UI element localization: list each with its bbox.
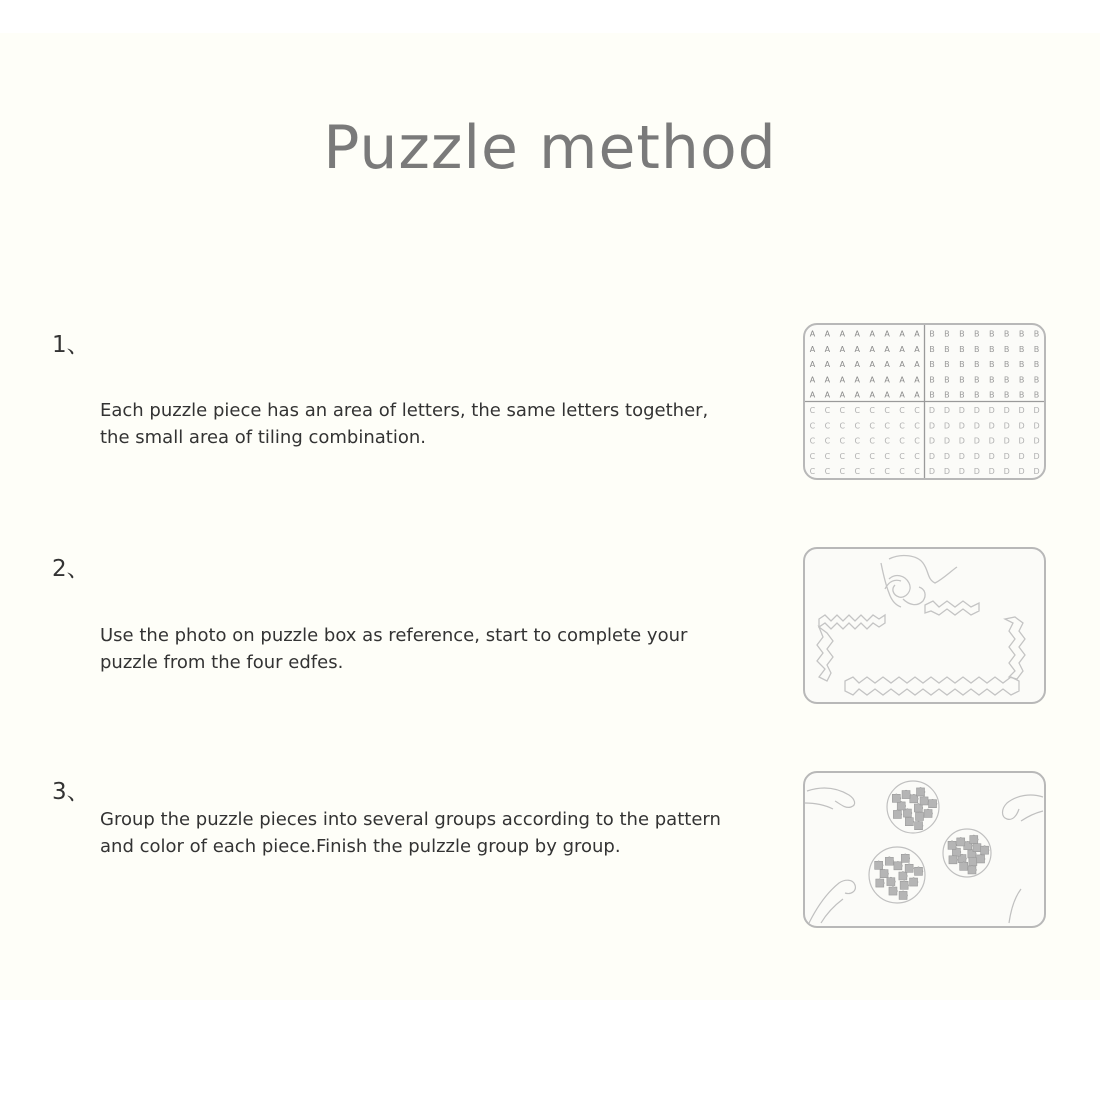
grid-letter: B	[1003, 375, 1010, 385]
grid-letter: B	[1033, 344, 1040, 354]
puzzle-piece	[948, 841, 956, 849]
grid-letter: C	[854, 451, 861, 461]
grid-letter: A	[884, 390, 890, 400]
grid-letter: B	[988, 375, 995, 385]
grid-letter: C	[884, 436, 890, 446]
grid-letter: C	[809, 405, 816, 415]
letter-grid-illustration	[803, 323, 1046, 480]
grid-letter: B	[959, 390, 965, 400]
grid-letter: C	[914, 436, 920, 446]
grid-letter: B	[1003, 360, 1010, 370]
puzzle-piece	[969, 857, 977, 865]
grid-letter: D	[943, 467, 950, 477]
grid-letter: A	[884, 360, 890, 370]
grid-letter: C	[824, 467, 831, 477]
letter-grid-drawing	[805, 325, 1044, 478]
grid-letter: B	[974, 360, 980, 370]
grid-letter: A	[809, 390, 816, 400]
grid-letter: C	[899, 467, 905, 477]
grid-letter: A	[869, 344, 875, 354]
puzzle-piece	[917, 788, 925, 796]
grid-letter: D	[943, 405, 950, 415]
grid-letter: A	[809, 375, 816, 385]
grid-letter: C	[914, 421, 920, 431]
grid-letter: C	[839, 405, 846, 415]
grid-letter: A	[839, 375, 846, 385]
grid-letter: A	[899, 390, 905, 400]
grid-letter: A	[869, 360, 875, 370]
grid-letter: A	[839, 390, 846, 400]
grid-letter: C	[899, 405, 905, 415]
step-1-text: Each puzzle piece has an area of letters, the same letters together, the small area of tiling combination.	[100, 400, 709, 448]
grid-letter: B	[1003, 329, 1010, 339]
grid-letter: B	[974, 390, 980, 400]
grid-letter: D	[928, 405, 936, 415]
grid-letter: C	[824, 436, 831, 446]
grid-letter: B	[929, 329, 935, 339]
puzzle-border-drawing	[805, 549, 1044, 702]
grid-letter: A	[824, 329, 831, 339]
grid-letter: C	[809, 436, 816, 446]
grid-letter: A	[839, 344, 846, 354]
grid-letter: B	[974, 329, 980, 339]
puzzle-piece	[970, 835, 978, 843]
puzzle-piece	[885, 857, 893, 865]
puzzle-piece	[887, 877, 895, 885]
grid-letter: D	[1018, 436, 1025, 446]
puzzle-piece	[973, 843, 981, 851]
grid-letter: A	[824, 375, 831, 385]
grid-letter: B	[944, 375, 950, 385]
grid-letter: C	[809, 451, 816, 461]
grid-letter: A	[809, 360, 816, 370]
puzzle-piece	[920, 797, 928, 805]
grid-letter: A	[854, 390, 861, 400]
grid-letter: B	[1033, 390, 1040, 400]
grid-letter: C	[854, 421, 861, 431]
grid-letter: D	[1018, 421, 1025, 431]
puzzle-border-illustration	[803, 547, 1046, 704]
grid-letter: B	[974, 375, 980, 385]
grid-letter: B	[1033, 360, 1040, 370]
grid-letter: D	[988, 436, 995, 446]
grid-letter: D	[1033, 467, 1040, 477]
grid-letter: D	[958, 467, 965, 477]
grid-letter: D	[988, 405, 995, 415]
grid-letter: B	[1003, 344, 1010, 354]
grid-letter: D	[973, 467, 980, 477]
puzzle-piece	[915, 821, 923, 829]
grid-letter: C	[854, 436, 861, 446]
grid-letter: C	[839, 436, 846, 446]
puzzle-piece	[899, 872, 907, 880]
grid-letter: C	[914, 405, 920, 415]
grid-letter: C	[824, 421, 831, 431]
grid-letter: B	[1033, 375, 1040, 385]
grid-letter: D	[973, 436, 980, 446]
grid-letter: B	[944, 390, 950, 400]
grid-letter: C	[809, 467, 816, 477]
piece-groups-illustration	[803, 771, 1046, 928]
grid-letter: A	[884, 329, 890, 339]
grid-letter: A	[839, 360, 846, 370]
grid-letter: D	[1018, 467, 1025, 477]
step-2-number: 2、	[52, 556, 90, 582]
grid-letter: D	[943, 436, 950, 446]
piece-groups-drawing	[805, 773, 1044, 926]
puzzle-piece	[981, 846, 989, 854]
grid-letter: B	[1018, 344, 1025, 354]
puzzle-piece	[902, 790, 910, 798]
puzzle-piece	[892, 794, 900, 802]
puzzle-piece	[910, 878, 918, 886]
grid-letter: C	[809, 421, 816, 431]
grid-letter: D	[928, 436, 936, 446]
grid-letter: D	[988, 467, 995, 477]
grid-letter: C	[869, 467, 876, 477]
puzzle-piece	[876, 879, 884, 887]
grid-letter: A	[884, 344, 890, 354]
grid-letter: B	[988, 344, 995, 354]
grid-letter: D	[1033, 436, 1040, 446]
grid-letter: B	[988, 390, 995, 400]
grid-letter: C	[869, 436, 876, 446]
puzzle-piece	[901, 854, 909, 862]
grid-letter: C	[914, 451, 920, 461]
grid-letter: C	[839, 421, 846, 431]
grid-letter: C	[884, 467, 890, 477]
page-title: Puzzle method	[323, 113, 777, 183]
puzzle-piece	[899, 891, 907, 899]
puzzle-piece	[977, 855, 985, 863]
grid-letter: A	[854, 360, 861, 370]
grid-letter: A	[914, 344, 920, 354]
grid-letter: C	[854, 467, 861, 477]
grid-letter: C	[884, 421, 890, 431]
step-3-text: Group the puzzle pieces into several groups according to the pattern and color of each piece.Finish the pulzzle group by group.	[100, 809, 721, 857]
grid-letter: B	[988, 360, 995, 370]
grid-letter: C	[869, 421, 876, 431]
grid-letter: B	[929, 390, 935, 400]
grid-letter: D	[958, 405, 965, 415]
puzzle-piece	[924, 809, 932, 817]
grid-letter: B	[959, 360, 965, 370]
grid-letter: C	[869, 405, 876, 415]
grid-letter: D	[1033, 421, 1040, 431]
grid-letter: B	[1018, 375, 1025, 385]
grid-letter: B	[1018, 329, 1025, 339]
grid-letter: A	[884, 375, 890, 385]
grid-letter: C	[824, 405, 831, 415]
grid-letter: C	[824, 451, 831, 461]
grid-letter: A	[899, 329, 905, 339]
grid-letter: A	[914, 375, 920, 385]
grid-letter: A	[914, 360, 920, 370]
grid-letter: D	[973, 421, 980, 431]
puzzle-piece	[905, 864, 913, 872]
puzzle-piece	[905, 817, 913, 825]
puzzle-piece	[929, 799, 937, 807]
grid-letter: A	[899, 344, 905, 354]
grid-letter: B	[929, 360, 935, 370]
puzzle-piece	[916, 812, 924, 820]
grid-letter: C	[899, 436, 905, 446]
grid-letter: D	[1003, 467, 1010, 477]
puzzle-piece	[914, 867, 922, 875]
grid-letter: D	[928, 467, 936, 477]
grid-letter: A	[869, 375, 875, 385]
puzzle-piece	[900, 881, 908, 889]
grid-letter: D	[1018, 405, 1025, 415]
grid-letter: D	[1003, 405, 1010, 415]
grid-letter: B	[1003, 390, 1010, 400]
grid-letter: D	[1003, 421, 1010, 431]
puzzle-piece	[968, 866, 976, 874]
grid-letter: A	[914, 390, 920, 400]
grid-letter: D	[1033, 405, 1040, 415]
grid-letter: D	[973, 405, 980, 415]
grid-letter: C	[839, 451, 846, 461]
grid-letter: B	[944, 360, 950, 370]
grid-letter: B	[929, 344, 935, 354]
step-2-text: Use the photo on puzzle box as reference, start to complete your puzzle from the four edfes.	[100, 625, 688, 673]
grid-letter: C	[884, 451, 890, 461]
grid-letter: A	[839, 329, 846, 339]
grid-letter: A	[809, 344, 816, 354]
step-1-number: 1、	[52, 332, 90, 358]
grid-letter: D	[988, 421, 995, 431]
grid-letter: A	[854, 375, 861, 385]
grid-letter: A	[824, 360, 831, 370]
puzzle-piece	[960, 862, 968, 870]
grid-letter: B	[959, 344, 965, 354]
grid-letter: D	[958, 451, 965, 461]
grid-letter: B	[974, 344, 980, 354]
step-3-number: 3、	[52, 779, 90, 805]
grid-letter: D	[958, 421, 965, 431]
grid-letter: C	[899, 421, 905, 431]
grid-letter: B	[1033, 329, 1040, 339]
grid-letter: B	[944, 329, 950, 339]
grid-letter: D	[1018, 451, 1025, 461]
grid-letter: D	[988, 451, 995, 461]
grid-letter: B	[944, 344, 950, 354]
grid-letter: D	[1003, 436, 1010, 446]
grid-letter: C	[839, 467, 846, 477]
grid-letter: D	[928, 451, 936, 461]
grid-letter: A	[899, 375, 905, 385]
grid-letter: D	[943, 451, 950, 461]
grid-letter: B	[959, 329, 965, 339]
grid-letter: A	[869, 390, 875, 400]
puzzle-piece	[957, 838, 965, 846]
grid-letter: C	[884, 405, 890, 415]
grid-letter: A	[854, 344, 861, 354]
grid-letter: B	[929, 375, 935, 385]
grid-letter: C	[854, 405, 861, 415]
grid-letter: D	[1003, 451, 1010, 461]
grid-letter: A	[824, 344, 831, 354]
puzzle-piece	[880, 869, 888, 877]
grid-letter: A	[809, 329, 816, 339]
grid-letter: C	[914, 467, 920, 477]
grid-letter: A	[899, 360, 905, 370]
puzzle-piece	[897, 802, 905, 810]
grid-letter: A	[869, 329, 875, 339]
grid-letter: B	[988, 329, 995, 339]
grid-letter: A	[824, 390, 831, 400]
puzzle-piece	[875, 861, 883, 869]
grid-letter: B	[959, 375, 965, 385]
grid-letter: D	[943, 421, 950, 431]
grid-letter: B	[1018, 360, 1025, 370]
puzzle-piece	[893, 810, 901, 818]
puzzle-piece	[949, 855, 957, 863]
grid-letter: D	[973, 451, 980, 461]
grid-letter: C	[869, 451, 876, 461]
grid-letter: A	[854, 329, 861, 339]
puzzle-piece	[894, 861, 902, 869]
grid-letter: D	[1033, 451, 1040, 461]
grid-letter: A	[914, 329, 920, 339]
grid-letter: B	[1018, 390, 1025, 400]
puzzle-piece	[889, 887, 897, 895]
grid-letter: D	[958, 436, 965, 446]
grid-letter: C	[899, 451, 905, 461]
grid-letter: D	[928, 421, 936, 431]
